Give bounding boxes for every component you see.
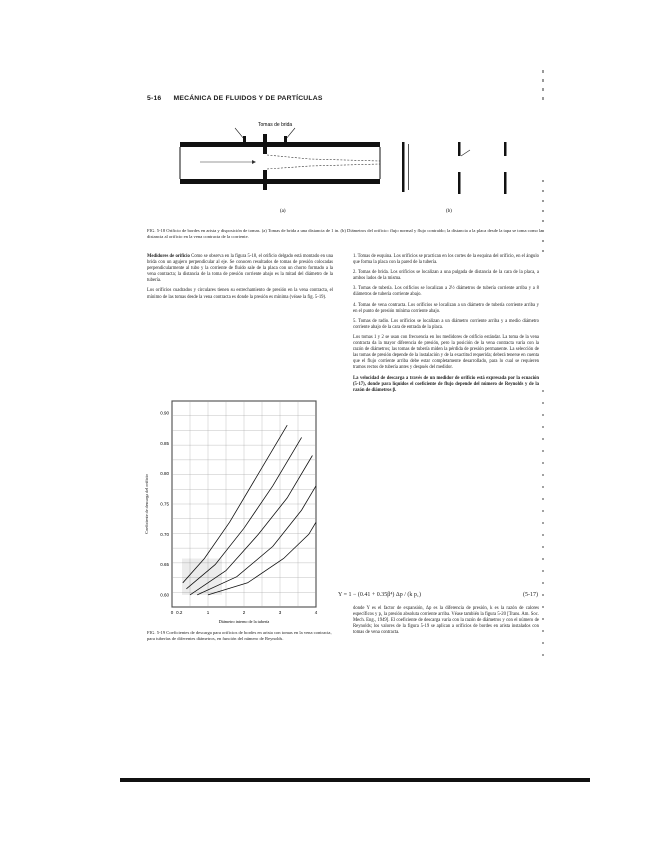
flow-arrowhead (252, 160, 256, 164)
plate-b-right-lower (504, 172, 507, 194)
left-column (147, 254, 333, 305)
x-tick-label: 1 (206, 610, 210, 615)
equation-text: Y = 1 − (0.41 + 0.35β⁴) Δp / (k p₁) (338, 592, 422, 598)
tap-item-3: 3. Tomas de tubería. Los orificios se localizan a 2½ diámetros de tubería corriente arriba y a 8 diámetros de tubería corriente abajo. (353, 286, 539, 298)
pipe-wall-top (180, 142, 380, 147)
figure-label-b: (b) (446, 209, 452, 214)
callout-leader-left (235, 128, 244, 139)
plate-b-mid-lower (458, 172, 461, 194)
figure-5-18-caption: FIG. 5-18 Orificio de bordes en arista y disposición de tomas. (a) Tomas de brida a una distancia de 1 in. (b) Diámetros del orificio: flujo normal y flujo contraído; la distancia a la placa desde la tapa se toma como la distancia al orificio en la vena contracta de la corriente. (147, 228, 543, 239)
flange-taps-label: Tomas de brida (258, 122, 293, 128)
tap-item-4: 4. Tomas de vena contracta. Los orificios se localizan a un diámetro de tubería corriente arriba y en el punto de presión mínima corriente abajo. (353, 302, 539, 314)
x-tick-label: 4 (314, 610, 318, 615)
scan-edge-marks (541, 60, 545, 860)
y-tick-label: 0.90 (160, 410, 169, 416)
x-tick-label: 2 (242, 610, 246, 615)
equation-5-17 (338, 592, 538, 598)
figure-label-a: (a) (280, 209, 286, 214)
tap-item-5: 5. Tomas de radio. Los orificios se localizan a un diámetro corriente arriba y a medio diámetro corriente abajo de la cara de entrada de la placa. (353, 318, 539, 330)
right-column-lower (353, 606, 539, 640)
flange-tap-upstream (243, 136, 246, 144)
x-tick-label: 3 (278, 610, 282, 615)
discharge-coefficient-chart (140, 395, 330, 627)
section-heading: Medidores de orificio (147, 254, 190, 259)
running-title: MECÁNICA DE FLUIDOS Y DE PARTÍCULAS (173, 95, 323, 102)
x-tick-label: 0.2 (176, 610, 183, 615)
pipe-wall-bottom (180, 179, 380, 184)
orifice-meter-figure (140, 112, 545, 224)
y-axis-label: Coeficiente de descarga del orificio (144, 474, 149, 534)
figure-5-19-caption: FIG. 5-19 Coeficientes de descarga para orificios de bordes en arista con tomas en la vena contracta, para tuberías de diferentes diámetros, en función del número de Reynolds. (147, 630, 332, 641)
left-paragraph-1: Como se observa en la figura 5-18, el orificio delgado está montado en una brida con un agujero perpendicular al eje. Se conocen resultados de tomas de presión colocadas perpendicularmente al tubo y la corriente de fluido sale de la placa con un chorro formado a la vena contracta; la distancia de la toma de presión corriente abajo es la mitad del diámetro de la tubería. (147, 254, 334, 284)
y-tick-label: 0.65 (160, 562, 169, 568)
orifice-plate-lower (263, 170, 267, 190)
shaded-region (182, 559, 222, 595)
plate-b-left-edge (408, 144, 409, 190)
tap-item-1: 1. Tomas de esquina. Los orificios se practican en los cortes de la esquina del orificio, en el ángulo que forma la placa con la pared de la tubería. (353, 254, 539, 266)
right-column (353, 254, 539, 398)
plate-b-right-upper (504, 142, 507, 156)
page-number: 5-16 (147, 95, 162, 102)
equation-number: (5-17) (523, 592, 538, 598)
right-paragraph-8: donde Y es el factor de expansión, Δp es la diferencia de presión, k es la razón de calores específicos y p₁ la presión absoluta corriente arriba. Véase también la figura 5-20 [Trans. Am. Soc. Mech. Eng., 1949]. El coeficiente de descarga varía con la razón de diámetros y con el número de Reynolds; los valores de la figura 5-19 se aplican a orificios de bordes en arista instalados con tomas de vena contracta. (353, 606, 539, 636)
page-bottom-rule (120, 778, 590, 782)
orifice-plate-upper (263, 134, 267, 154)
plate-b-mid-upper (458, 142, 461, 156)
y-tick-label: 0.70 (160, 531, 169, 537)
x-tick-label: 0 (170, 610, 174, 615)
left-paragraph-2: Los orificios cuadrados y circulares tienen su estrechamiento de presión en la vena contracta, el mínimo de las tomas desde la vena contracta es donde la presión es mínima (véase la fig. 5-19). (147, 288, 333, 300)
callout-leader-right (286, 128, 295, 139)
right-paragraph-7: La velocidad de descarga a través de un medidor de orificio está expresada por la ecuación (5-17), donde para líquidos el coeficiente de flujo depende del número de Reynolds y de la razón de diámetros β. (353, 375, 539, 393)
jet-upper (267, 155, 380, 161)
y-tick-label: 0.75 (160, 501, 169, 507)
right-paragraph-6: Los tomas 1 y 2 se usan con frecuencia en los medidores de orificio estándar. La toma de la vena contracta da la mayor diferencia de presión, pero la posición de la vena contracta varía con la razón de diámetros; las tomas de tubería miden la pérdida de presión permanente. La selección de las tomas de presión depende de la instalación y de la exactitud requerida; deberá tenerse en cuenta que el flujo corriente arriba debe estar completamente desarrollado, para lo cual se requieren tramos rectos de tubería antes y después del medidor. (353, 334, 539, 371)
x-axis-label: Diámetro interno de la tubería (218, 619, 270, 624)
jet-lower (267, 164, 380, 169)
plate-b-left (402, 142, 405, 192)
y-tick-label: 0.85 (160, 440, 169, 446)
flange-tap-downstream (284, 136, 287, 144)
running-header (147, 95, 323, 102)
y-tick-label: 0.60 (160, 592, 169, 598)
tap-item-2: 2. Tomas de brida. Los orificios se localizan a una pulgada de distancia de la cara de la placa, a ambos lados de la misma. (353, 270, 539, 282)
bevel-pointer (461, 150, 470, 156)
y-tick-label: 0.80 (160, 471, 169, 477)
